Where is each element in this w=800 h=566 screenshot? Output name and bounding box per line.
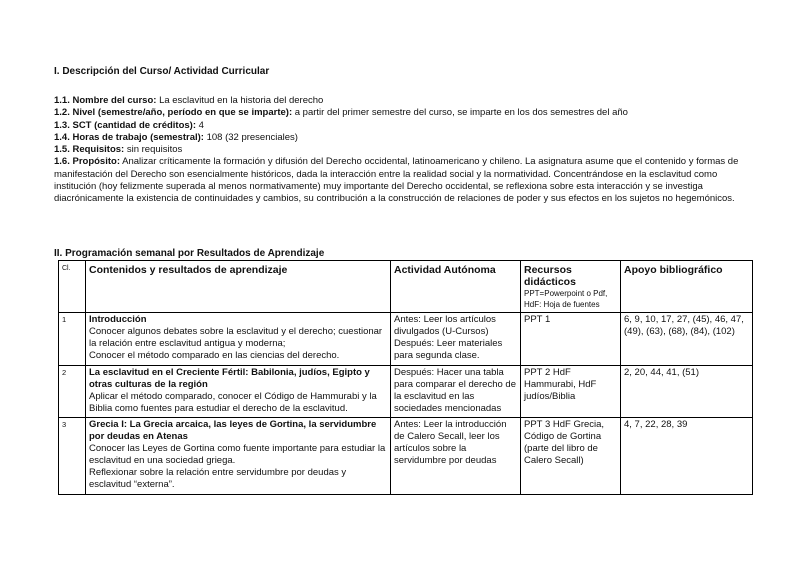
row-line: Aplicar el método comparado, conocer el Código de Hammurabi y la Biblia como fuentes para estudiar el derecho de la esclavitud. [89,390,377,414]
header-cl: Cl. [59,261,86,313]
course-info [54,95,754,206]
row-number: 2 [59,365,86,417]
table-row [59,365,753,417]
row-actividad: Después: Hacer una tabla para comparar el derecho de la esclavitud en las sociedades mencionadas [391,365,521,417]
field-sct: 1.3. SCT (cantidad de créditos): 4 [54,119,204,131]
row-recursos: PPT 1 [521,313,621,365]
table-row [59,313,753,365]
row-contenidos [86,417,391,494]
header-apoyo: Apoyo bibliográfico [621,261,753,313]
header-actividad: Actividad Autónoma [391,261,521,313]
row-apoyo: 6, 9, 10, 17, 27, (45), 46, 47, (49), (63), (68), (84), (102) [621,313,753,365]
row-contenidos [86,313,391,365]
row-number: 1 [59,313,86,365]
row-recursos: PPT 2 HdF Hammurabi, HdF judíos/Biblia [521,365,621,417]
header-recursos-note: PPT=Powerpoint o Pdf, HdF: Hoja de fuentes [524,289,608,310]
table-row [59,417,753,494]
row-title: Introducción [89,314,147,326]
section-1-title: I. Descripción del Curso/ Actividad Curricular [54,66,270,77]
document-page [54,66,754,491]
field-hours: 1.4. Horas de trabajo (semestral): 108 (32 presenciales) [54,131,298,143]
row-number: 3 [59,417,86,494]
row-apoyo: 4, 7, 22, 28, 39 [621,417,753,494]
row-line: Conocer las Leyes de Gortina como fuente importante para estudiar la esclavitud en una sociedad griega. [89,443,386,467]
field-requirements: 1.5. Requisitos: sin requisitos [54,144,183,156]
row-title: Grecia I: La Grecia arcaica, las leyes de Gortina, la servidumbre por deudas en Atenas [89,418,377,443]
header-recursos [521,261,621,313]
row-actividad: Antes: Leer la introducción de Calero Secall, leer los artículos sobre la servidumbre por deudas [391,417,521,494]
section-2-title: II. Programación semanal por Resultados de Aprendizaje [54,248,325,259]
row-apoyo: 2, 20, 44, 41, (51) [621,365,753,417]
row-line: Conocer el método comparado en las ciencias del derecho. [89,350,340,362]
row-recursos: PPT 3 HdF Grecia, Código de Gortina (parte del libro de Calero Secall) [521,417,621,494]
table-header-row [59,261,753,313]
weekly-program-table [58,260,753,495]
field-purpose: 1.6. Propósito: Analizar críticamente la formación y difusión del Derecho occidental, latinoamericano y chileno. La asignatura asume que el contenido y formas de manifestación del Derecho son esencialmente históricos, dada la interacción entre la realidad social y la normatividad. Concentrándose en la esclavitud como institución (hoy felizmente superada al menos normativamente) muy importante del Derecho occidental, se reflexiona sobre esta interacción y se investiga diacrónicamente la existencia de continuidades y cambios, su contribución a la construcción de relaciones de poder y sus efectos en los sujetos no hegemónicos. [54,156,739,205]
row-actividad: Antes: Leer los artículos divulgados (U-Cursos) Después: Leer materiales para segunda clase. [391,313,521,365]
header-recursos-label: Recursos didácticos [524,264,576,289]
row-contenidos [86,365,391,417]
header-contenidos: Contenidos y resultados de aprendizaje [86,261,391,313]
row-line: Reflexionar sobre la relación entre servidumbre por deudas y esclavitud “externa”. [89,467,347,491]
row-line: Conocer algunos debates sobre la esclavitud y el derecho; cuestionar la relación entre esclavitud antigua y moderna; [89,326,383,350]
field-course-name: 1.1. Nombre del curso: La esclavitud en la historia del derecho [54,95,324,106]
field-level: 1.2. Nivel (semestre/año, período en que se imparte): a partir del primer semestre del curso, se imparte en los dos semestres del año [54,107,628,119]
row-title: La esclavitud en el Creciente Fértil: Babilonia, judíos, Egipto y otras culturas de la región [89,366,370,390]
